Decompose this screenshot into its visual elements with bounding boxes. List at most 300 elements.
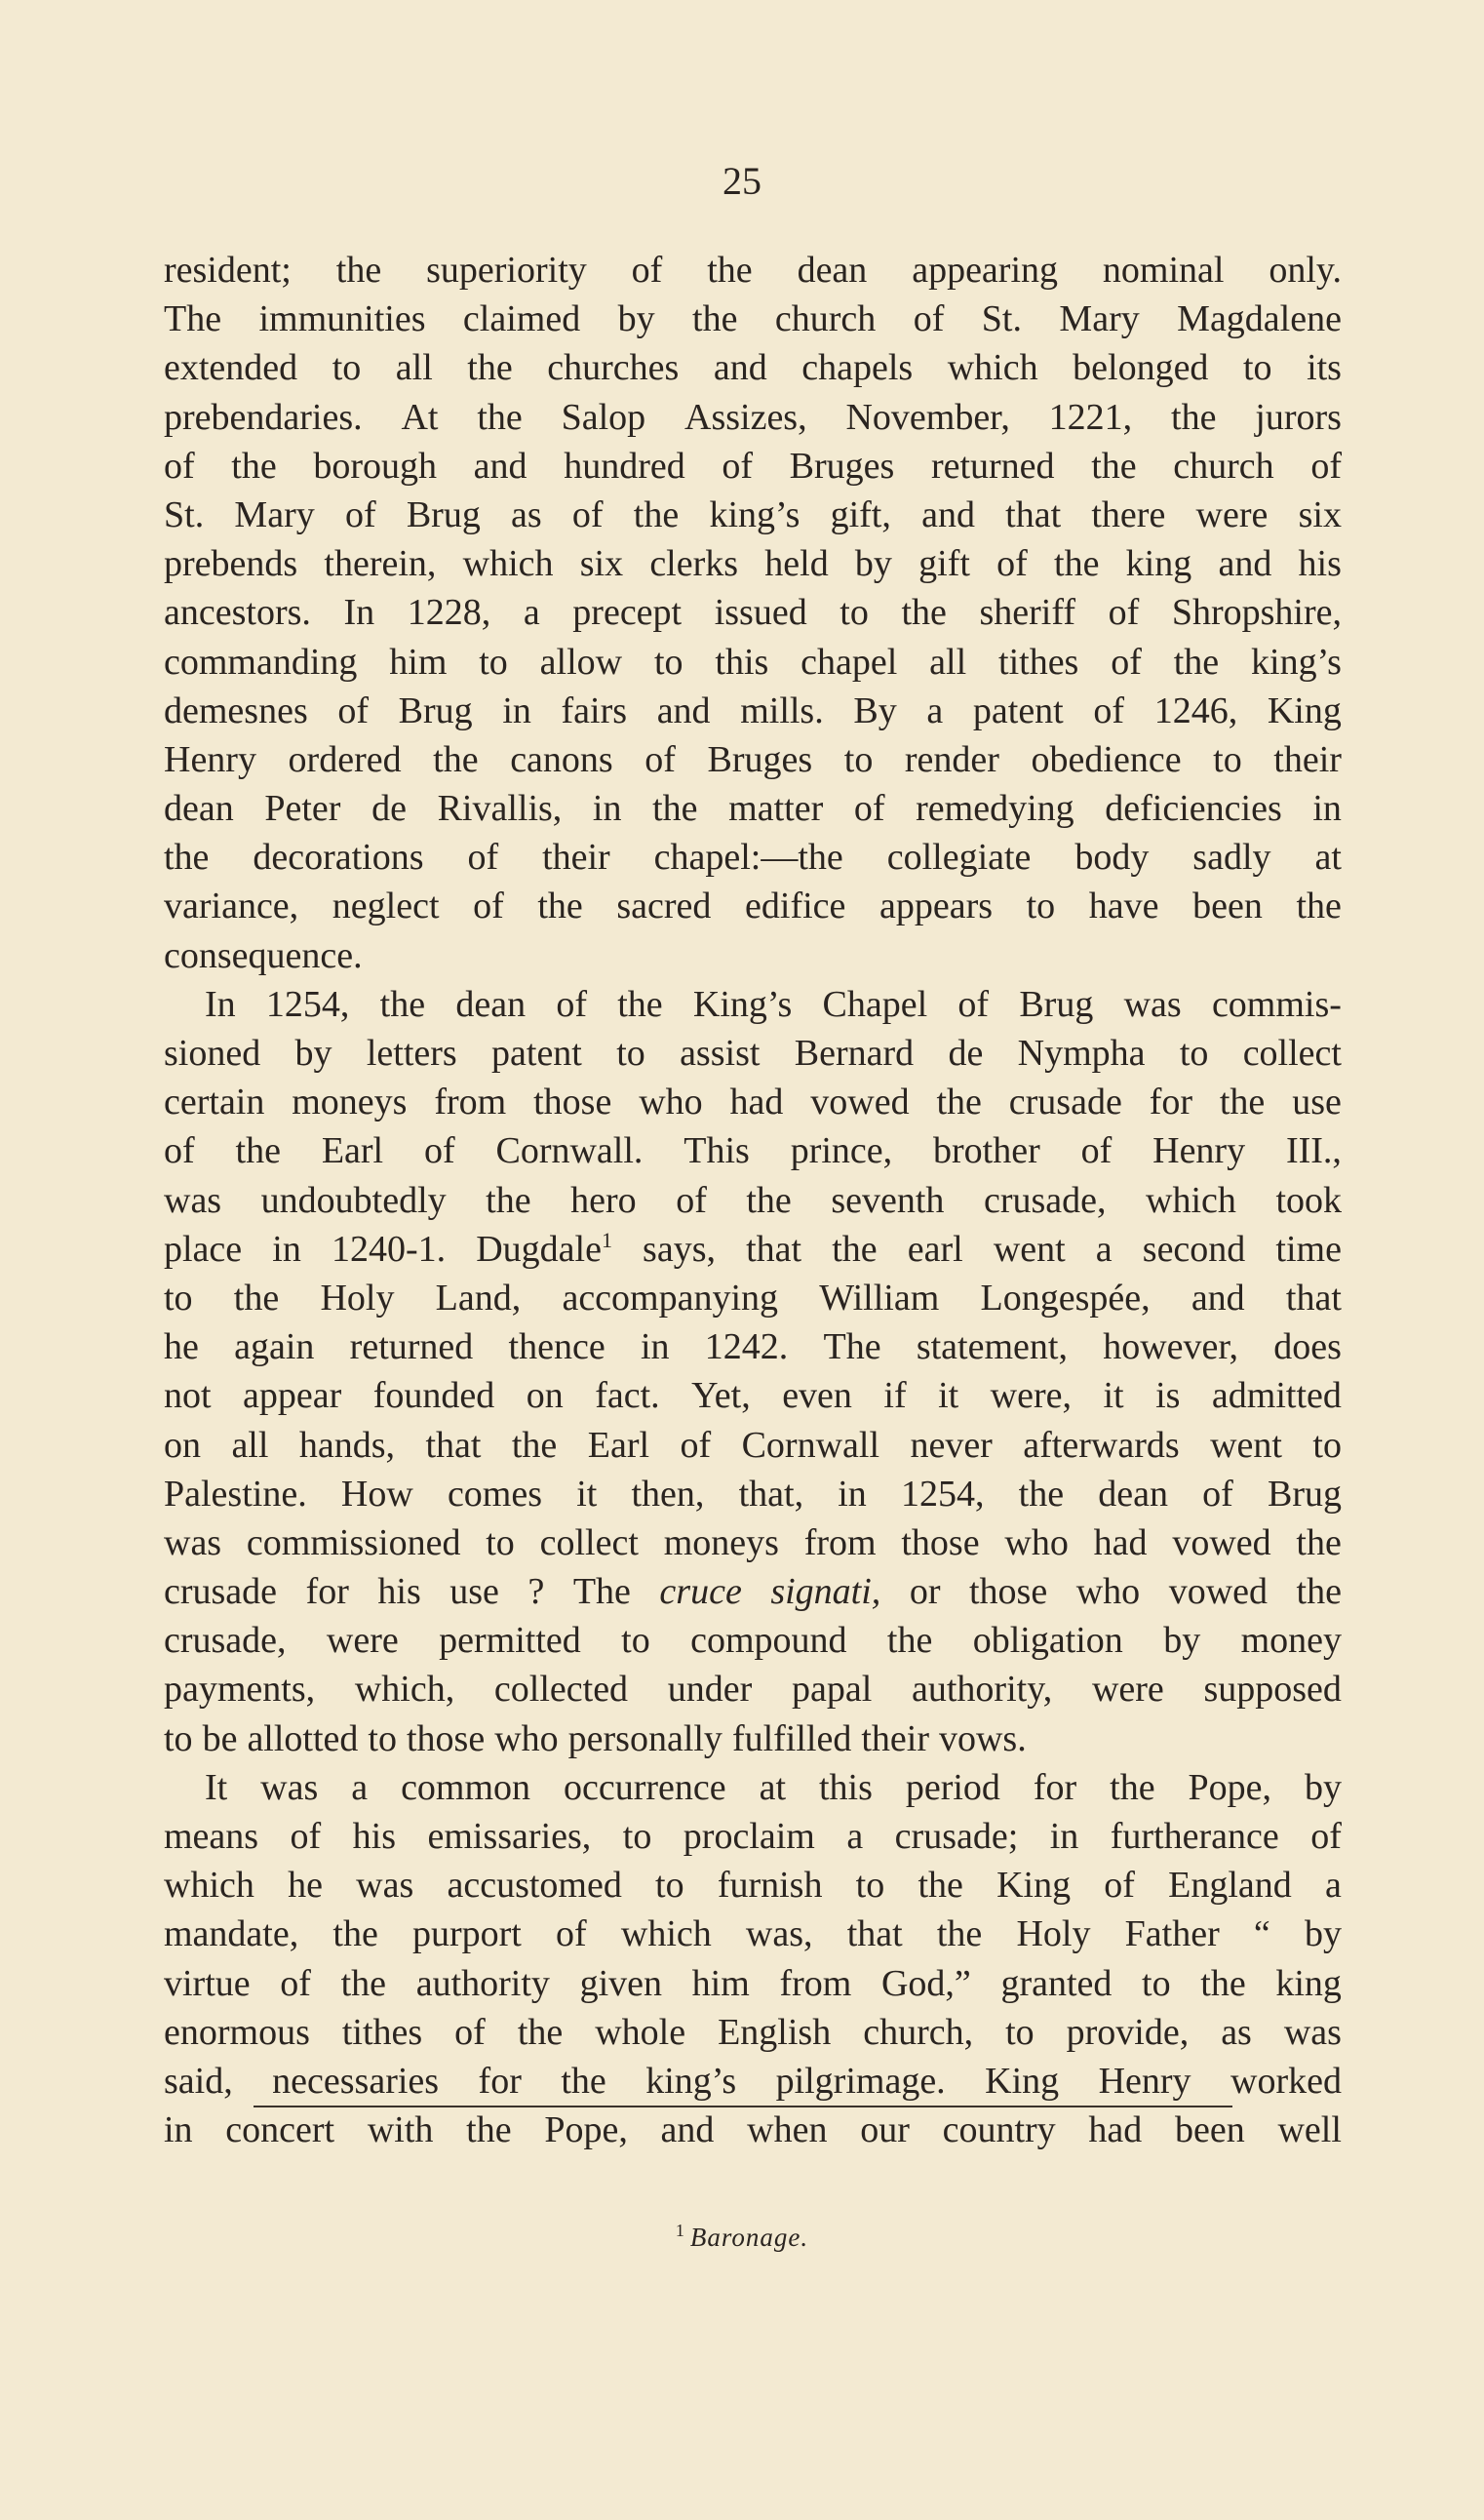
word: had (1088, 2109, 1143, 2151)
page-number: 25 (722, 159, 762, 203)
word: those (406, 1717, 486, 1759)
footnote (0, 2216, 1484, 2252)
word: of (853, 788, 885, 830)
text-line (164, 1470, 1342, 1518)
word: de (371, 788, 407, 830)
text-line (164, 2057, 1342, 2106)
word: as (1221, 2011, 1252, 2053)
word: fairs (561, 689, 628, 731)
word: to (1005, 2011, 1035, 2053)
word: Palestine. (164, 1473, 307, 1515)
word: to (164, 1277, 193, 1319)
word: the (936, 1082, 982, 1123)
word: The (823, 1326, 881, 1368)
word: he (288, 1865, 323, 1907)
word: the (340, 1962, 387, 2004)
word: King (996, 1865, 1072, 1907)
word: claimed (462, 298, 581, 340)
word: those (968, 1571, 1048, 1613)
word: it (938, 1375, 959, 1417)
word: of (344, 493, 376, 535)
word: in (640, 1326, 670, 1368)
word: dean (455, 983, 527, 1025)
word: was, (745, 1913, 813, 1955)
word: that, (738, 1473, 804, 1515)
word: be (202, 1717, 238, 1759)
text-line (164, 2106, 1342, 2154)
word: that (425, 1424, 482, 1466)
word: of (337, 689, 370, 731)
text-line (164, 1371, 1342, 1420)
word: which (1146, 1179, 1236, 1221)
word: appearing (912, 250, 1059, 291)
word: of (556, 1913, 587, 1955)
word: however, (1103, 1326, 1239, 1368)
text-line (164, 295, 1342, 343)
word: 1254, (900, 1473, 985, 1515)
word: he (164, 1326, 199, 1368)
word: William (819, 1277, 940, 1319)
word: was (260, 1766, 319, 1808)
word: only. (1269, 250, 1342, 291)
text-line (164, 1322, 1342, 1371)
word: whole (595, 2011, 686, 2053)
word: to (1179, 1033, 1209, 1074)
word: Assizes, (684, 396, 807, 438)
word: of (1080, 1130, 1113, 1172)
word: sioned (164, 1033, 261, 1074)
word: said, (164, 2060, 233, 2102)
word: to (1213, 738, 1242, 780)
word: went (993, 1228, 1066, 1270)
word: of (722, 445, 754, 487)
word: collect (539, 1521, 639, 1563)
word: that (1005, 493, 1062, 535)
word: with (367, 2109, 434, 2151)
word: supposed (1203, 1669, 1342, 1711)
word: proclaim (683, 1816, 815, 1857)
word: does (1273, 1326, 1342, 1368)
word: who (1004, 1521, 1069, 1563)
word: vows. (938, 1717, 1027, 1759)
word: the (918, 1865, 963, 1907)
word: a (1324, 1865, 1342, 1907)
word: It (205, 1766, 228, 1808)
word: commissioned (246, 1521, 461, 1563)
word: crusade, (164, 1620, 287, 1662)
word: prebendaries. (164, 396, 363, 438)
word: king (1275, 1962, 1342, 2004)
word: the (692, 298, 738, 340)
word: that (746, 1228, 802, 1270)
word: dean (1098, 1473, 1168, 1515)
word: 1246, (1153, 689, 1238, 731)
word: those (533, 1082, 612, 1123)
word: his (352, 1816, 397, 1857)
word: had (1093, 1521, 1148, 1563)
word: it (576, 1473, 598, 1515)
word: statement, (916, 1326, 1068, 1368)
word: collegiate (886, 837, 1032, 879)
word: hundred (564, 445, 685, 487)
word: enormous (164, 2011, 310, 2053)
word: of (676, 1179, 707, 1221)
word: appear (243, 1375, 342, 1417)
word: says, (643, 1228, 716, 1270)
word: vowed (1172, 1521, 1271, 1563)
word: seventh (831, 1179, 945, 1221)
word: to (486, 1521, 515, 1563)
word: and (921, 493, 975, 535)
word: and (1218, 543, 1272, 585)
word: By (853, 689, 897, 731)
word: the (1018, 1473, 1065, 1515)
word: Mary (1059, 298, 1140, 340)
word: extended (164, 347, 298, 389)
word: well (1277, 2109, 1342, 2151)
word: Yet, (691, 1375, 751, 1417)
word: the (633, 493, 680, 535)
word: returned (930, 445, 1055, 487)
word: not (164, 1375, 212, 1417)
word: borough (313, 445, 438, 487)
word: hero (570, 1179, 637, 1221)
word: Land, (435, 1277, 522, 1319)
word: the (467, 347, 513, 389)
word: founded (372, 1375, 495, 1417)
word: the (433, 738, 479, 780)
footnote-text: Baronage. (689, 2223, 809, 2252)
word: of (571, 493, 604, 535)
word: 1228, (407, 592, 491, 634)
word: to (840, 592, 869, 634)
word: occurrence (564, 1766, 726, 1808)
word: Henry (1098, 2060, 1191, 2102)
word: 1254, (265, 983, 350, 1025)
word: Brug (1019, 983, 1094, 1025)
word: king’s (709, 493, 801, 535)
word: collect (1242, 1033, 1342, 1074)
word: matter (728, 788, 824, 830)
footnote-divider (254, 2106, 1232, 2107)
word: England (1168, 1865, 1292, 1907)
word: the (332, 1913, 378, 1955)
word: of (473, 886, 504, 927)
word: of (164, 445, 195, 487)
word: King (985, 2060, 1060, 2102)
word: Magdalene (1177, 298, 1342, 340)
word: “ (1253, 1913, 1270, 1955)
word: the (477, 396, 523, 438)
word: and (473, 445, 527, 487)
word: in (838, 1473, 867, 1515)
text-line (164, 735, 1342, 784)
word: virtue (164, 1962, 251, 2004)
word: obedience (1031, 738, 1182, 780)
word: in (1049, 1816, 1079, 1857)
word: the (1296, 1571, 1342, 1613)
text-line (164, 1029, 1342, 1078)
word: ordered (288, 738, 402, 780)
word: never (910, 1424, 993, 1466)
word: was (164, 1179, 222, 1221)
word: the (1173, 641, 1220, 683)
word: This (683, 1130, 750, 1172)
footnote-marker: 1 (675, 2221, 684, 2240)
word: allow (539, 641, 623, 683)
word: prince, (790, 1130, 893, 1172)
word: money (1240, 1620, 1342, 1662)
word: a (1095, 1228, 1113, 1270)
word: this (818, 1766, 873, 1808)
text-line (164, 1763, 1342, 1812)
word: the (164, 837, 210, 879)
word: the (233, 1277, 280, 1319)
word: necessaries (272, 2060, 440, 2102)
word: letters (366, 1033, 457, 1074)
word: which (947, 347, 1038, 389)
word: returned (349, 1326, 474, 1368)
word: In (205, 983, 236, 1025)
word: by (1304, 1766, 1342, 1808)
word: Brug (406, 493, 481, 535)
word: deficiencies (1105, 788, 1282, 830)
word: all (929, 641, 967, 683)
word: king’s (1251, 641, 1342, 683)
word: been (1192, 886, 1263, 927)
word: to (655, 1865, 684, 1907)
word: which (164, 1865, 254, 1907)
word: all (395, 347, 433, 389)
word: hands, (298, 1424, 396, 1466)
word: jurors (1255, 396, 1342, 438)
word: the (235, 1130, 281, 1172)
word: superiority (426, 250, 587, 291)
word: in (502, 689, 531, 731)
word: took (1275, 1179, 1342, 1221)
word: dean (797, 250, 868, 291)
word: mandate, (164, 1913, 299, 1955)
word: of (1108, 592, 1140, 634)
word: king’s (645, 2060, 737, 2102)
word: demesnes (164, 689, 308, 731)
word: of (423, 1130, 455, 1172)
word: and (713, 347, 767, 389)
word: and (660, 2109, 715, 2151)
word: even (782, 1375, 852, 1417)
word: canons (510, 738, 613, 780)
word: in (592, 788, 622, 830)
word: it (1103, 1375, 1124, 1417)
body-text (164, 246, 1342, 2154)
word: immunities (258, 298, 426, 340)
word: signati, (770, 1571, 881, 1613)
word: was (356, 1865, 414, 1907)
word: Brug (1268, 1473, 1342, 1515)
word: de (948, 1033, 984, 1074)
word: God,” (880, 1962, 971, 2004)
word: which (620, 1913, 712, 1955)
word: had (729, 1082, 784, 1123)
word: accustomed (447, 1865, 622, 1907)
word: consequence. (164, 934, 363, 976)
text-line (164, 491, 1342, 539)
word: who (1075, 1571, 1141, 1613)
word: the (511, 1424, 558, 1466)
word: Henry (1152, 1130, 1246, 1172)
word: went (1210, 1424, 1282, 1466)
word: or (909, 1571, 941, 1613)
text-line (164, 1225, 1342, 1274)
word: the (231, 445, 277, 487)
word: 1242. (704, 1326, 789, 1368)
word: its (1307, 347, 1342, 389)
word: the (1219, 1082, 1266, 1123)
word: the (379, 983, 426, 1025)
word: tithes (998, 641, 1079, 683)
word: The (572, 1571, 631, 1613)
word: the (486, 1179, 531, 1221)
word: appears (879, 886, 994, 927)
word: Father (1124, 1913, 1220, 1955)
word: personally (567, 1717, 722, 1759)
word: to (843, 738, 874, 780)
word: from (434, 1082, 507, 1123)
word: country (942, 2109, 1056, 2151)
word: King’s (692, 983, 793, 1025)
word: of (454, 2011, 486, 2053)
word: decorations (253, 837, 424, 879)
word: and (656, 689, 711, 731)
word: by (294, 1033, 332, 1074)
word: payments, (164, 1669, 316, 1711)
word: their (542, 837, 610, 879)
word: to (616, 1033, 645, 1074)
word: authority (415, 1962, 550, 2004)
word: on (164, 1424, 201, 1466)
word: crusade (1008, 1082, 1122, 1123)
text-line (164, 1665, 1342, 1713)
word: St. (981, 298, 1022, 340)
word: moneys (292, 1082, 408, 1123)
word: the (1296, 1521, 1342, 1563)
word: a (351, 1766, 369, 1808)
word: therein, (324, 543, 437, 585)
word: in (164, 2109, 193, 2151)
word: who (494, 1717, 559, 1759)
word: concert (225, 2109, 335, 2151)
text-line (164, 1274, 1342, 1322)
word: which, (354, 1669, 455, 1711)
word: which (462, 543, 554, 585)
word: in (1312, 788, 1342, 830)
word: those (901, 1521, 980, 1563)
word: patent (491, 1033, 582, 1074)
word: place (164, 1228, 243, 1270)
word: to (1026, 886, 1056, 927)
text-line (164, 1078, 1342, 1126)
word: for (1149, 1082, 1192, 1123)
word: the (335, 250, 382, 291)
text-line (164, 393, 1342, 442)
text-line (164, 638, 1342, 687)
word: afterwards (1023, 1424, 1180, 1466)
word: pilgrimage. (775, 2060, 946, 2102)
word: church (774, 298, 877, 340)
word: their (861, 1717, 929, 1759)
word: the (537, 886, 583, 927)
word: authority, (912, 1669, 1053, 1711)
word: clerks (649, 543, 739, 585)
word: Longespée, (980, 1277, 1151, 1319)
word: of (644, 738, 676, 780)
word: was (1283, 2011, 1342, 2053)
text-line (164, 343, 1342, 392)
word: body (1074, 837, 1150, 879)
word: six (1298, 493, 1342, 535)
word: the (1054, 543, 1100, 585)
word: Nympha (1017, 1033, 1146, 1074)
word: fulfilled (731, 1717, 852, 1759)
word: the (832, 1228, 878, 1270)
word: mills. (740, 689, 824, 731)
word: Pope, (1188, 1766, 1272, 1808)
word: common (401, 1766, 531, 1808)
word: sheriff (979, 592, 1075, 634)
word: certain (164, 1082, 265, 1123)
word: of (680, 1424, 712, 1466)
word: Henry (164, 738, 256, 780)
word: Earl (587, 1424, 650, 1466)
word: compound (690, 1620, 847, 1662)
word: crusade; (894, 1816, 1019, 1857)
word: churches (547, 347, 680, 389)
word: At (401, 396, 439, 438)
word: period (905, 1766, 1000, 1808)
word: assist (680, 1033, 761, 1074)
word: the (1110, 1766, 1155, 1808)
word: of (1310, 445, 1342, 487)
word: when (747, 2109, 828, 2151)
word: emissaries, (427, 1816, 592, 1857)
word: this (715, 641, 769, 683)
text-line (164, 687, 1342, 735)
word: a (846, 1816, 864, 1857)
text-line (164, 539, 1342, 588)
word: that (1285, 1277, 1342, 1319)
word: from (779, 1962, 852, 2004)
word: the (746, 1179, 792, 1221)
text-line (164, 1910, 1342, 1958)
word: by (1304, 1913, 1342, 1955)
word: church (1173, 445, 1274, 487)
word: permitted (439, 1620, 581, 1662)
word: crusade, (983, 1179, 1107, 1221)
word: The (164, 298, 222, 340)
text-line (164, 2008, 1342, 2057)
word: Brug (398, 689, 473, 731)
word: by (854, 543, 892, 585)
word: to (1242, 347, 1272, 389)
word: papal (792, 1669, 873, 1711)
word: is (1155, 1375, 1181, 1417)
word: have (1088, 886, 1159, 927)
word: neglect (332, 886, 440, 927)
word: Cornwall. (495, 1130, 644, 1172)
word: remedying (916, 788, 1074, 830)
footnote-reference[interactable]: 1 (601, 1227, 612, 1252)
word: Bruges (707, 738, 813, 780)
